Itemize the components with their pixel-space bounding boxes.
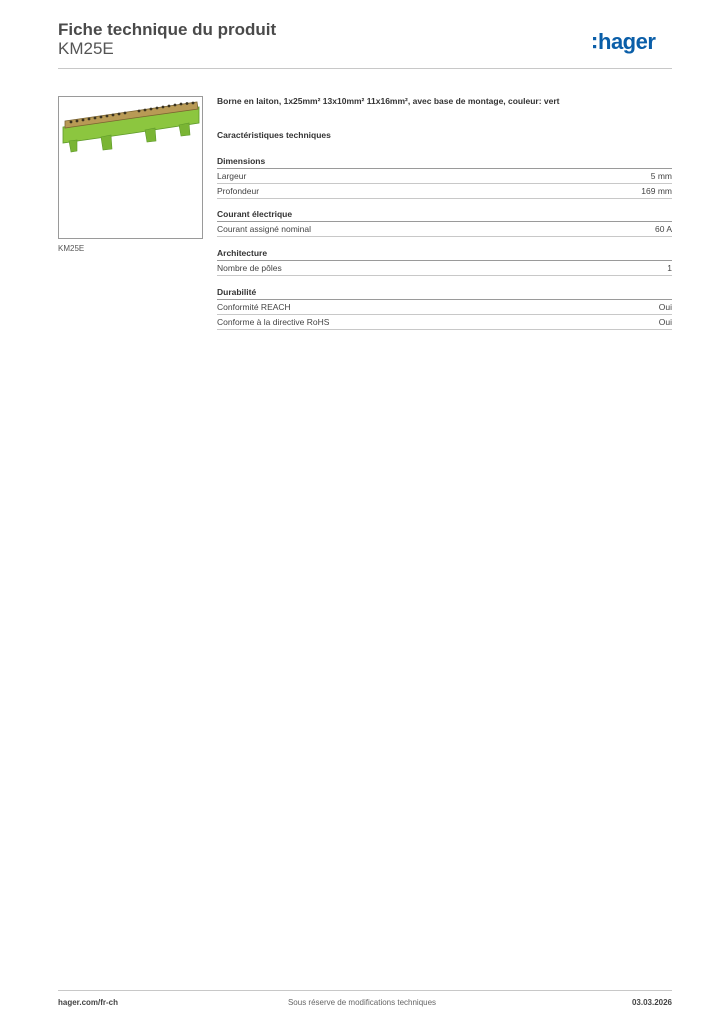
spec-group-title: Durabilité [217,286,672,300]
spec-row [217,300,672,315]
spec-value: 169 mm [641,186,672,196]
footer-divider [58,990,672,991]
footer-website-link[interactable]: hager.com/fr-ch [58,998,119,1007]
spec-value: 5 mm [650,171,672,181]
header-divider [58,68,672,69]
footer-notice: Sous réserve de modifications techniques [287,998,437,1007]
spec-row [217,315,672,330]
spec-value: 1 [667,263,672,273]
spec-row [217,222,672,237]
spec-group-dimensions [217,155,672,199]
spec-group-architecture [217,247,672,276]
footer-date: 03.03.2026 [631,998,672,1007]
spec-group-title: Courant électrique [217,208,672,222]
spec-value: Oui [658,317,672,327]
product-description: Borne en laiton, 1x25mm² 13x10mm² 11x16mm², avec base de montage, couleur: vert [217,96,560,106]
spec-row [217,261,672,276]
product-code: KM25E [58,39,114,58]
specs-heading: Caractéristiques techniques [217,130,331,140]
spec-label: Profondeur [217,186,260,196]
terminal-block-photo-icon [59,97,202,238]
spec-label: Conforme à la directive RoHS [217,317,330,327]
spec-label: Courant assigné nominal [217,224,312,234]
spec-label: Nombre de pôles [217,263,282,273]
spec-group-title: Architecture [217,247,672,261]
spec-label: Largeur [217,171,247,181]
image-caption: KM25E [58,244,85,253]
spec-value: Oui [658,302,672,312]
spec-group-title: Dimensions [217,155,672,169]
hager-logo [592,28,674,58]
spec-row [217,169,672,184]
spec-row [217,184,672,199]
page-title: Fiche technique du produit [58,20,277,39]
spec-label: Conformité REACH [217,302,291,312]
spec-group-durability [217,286,672,330]
logo-text: hager [598,29,656,54]
spec-value: 60 A [654,224,672,234]
spec-group-electrical-current [217,208,672,237]
product-image [58,96,203,239]
